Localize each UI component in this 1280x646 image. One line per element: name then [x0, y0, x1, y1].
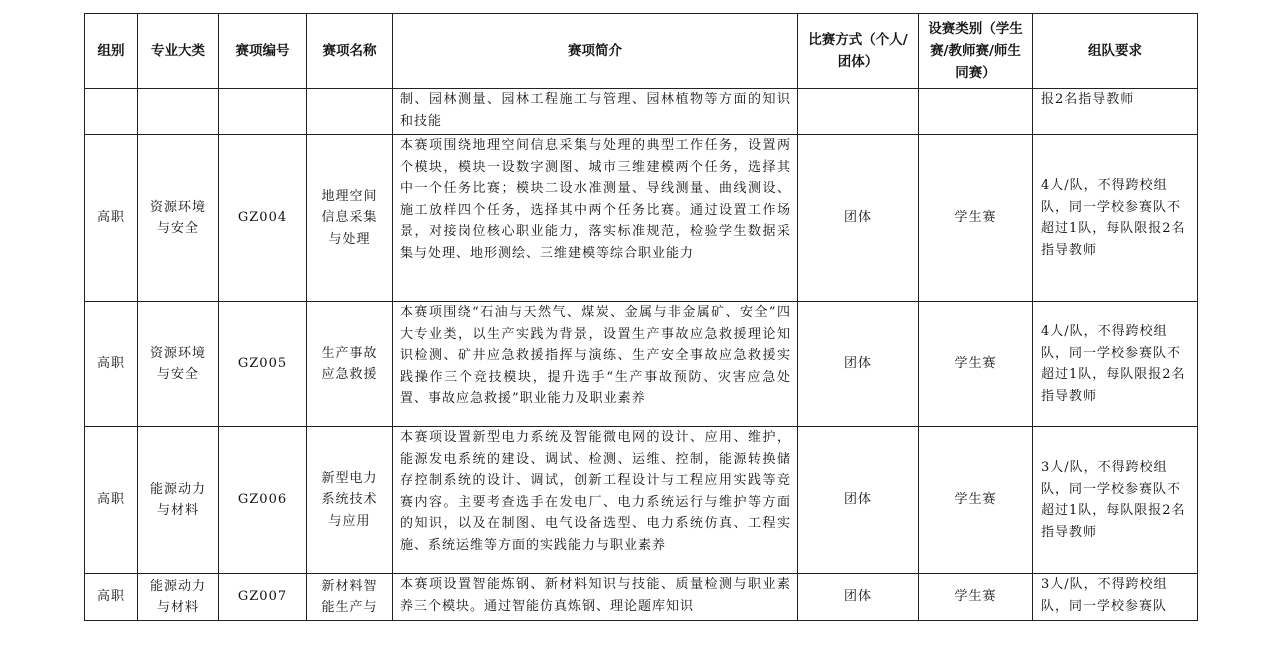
cell-team: 4人/队，不得跨校组队，同一学校参赛队不超过1队，每队限报2名指导教师: [1033, 302, 1198, 427]
cell-code: GZ005: [219, 302, 307, 427]
header-group: 组别: [85, 14, 138, 89]
cell-description: 本赛项设置智能炼钢、新材料知识与技能、质量检测与职业素养三个模块。通过智能仿真炼钢、理论题库知识: [393, 574, 798, 621]
cell-mode: 团体: [798, 135, 919, 302]
cell-type: 学生赛: [919, 135, 1033, 302]
cell-code: [219, 89, 307, 135]
cell-team: 3人/队，不得跨校组队，同一学校参赛队: [1033, 574, 1198, 621]
cell-type: 学生赛: [919, 574, 1033, 621]
header-type: 设赛类别（学生赛/教师赛/师生同赛）: [919, 14, 1033, 89]
table-row: [85, 302, 1198, 427]
cell-group: 高职: [85, 302, 138, 427]
table-row: [85, 89, 1198, 135]
cell-name: 新型电力系统技术与应用: [307, 427, 393, 574]
cell-mode: [798, 89, 919, 135]
cell-code: GZ007: [219, 574, 307, 621]
cell-description: 本赛项围绕“石油与天然气、煤炭、金属与非金属矿、安全”四大专业类，以生产实践为背景，设置生产事故应急救援理论知识检测、矿井应急救援指挥与演练、生产安全事故应急救援实践操作三个竞技模块，提升选手“生产事故预防、灾害应急处置、事故应急救援”职业能力及职业素养: [393, 302, 798, 427]
cell-description: 本赛项围绕地理空间信息采集与处理的典型工作任务，设置两个模块，模块一设数字测图、城市三维建模两个任务，选择其中一个任务比赛；模块二设水准测量、导线测量、曲线测设、施工放样四个任务，选择其中两个任务比赛。通过设置工作场景，对接岗位核心职业能力，落实标准规范，检验学生数据采集与处理、地形测绘、三维建模等综合职业能力: [393, 135, 798, 302]
header-description: 赛项简介: [393, 14, 798, 89]
cell-category: 能源动力与材料: [138, 574, 219, 621]
cell-type: 学生赛: [919, 302, 1033, 427]
header-category: 专业大类: [138, 14, 219, 89]
cell-group: 高职: [85, 427, 138, 574]
cell-mode: 团体: [798, 427, 919, 574]
table-row: [85, 427, 1198, 574]
competition-table: [84, 13, 1198, 621]
cell-name: 生产事故应急救援: [307, 302, 393, 427]
cell-type: 学生赛: [919, 427, 1033, 574]
table-row: [85, 574, 1198, 621]
cell-group: 高职: [85, 135, 138, 302]
cell-category: 资源环境与安全: [138, 302, 219, 427]
cell-team: 4人/队，不得跨校组队，同一学校参赛队不超过1队，每队限报2名指导教师: [1033, 135, 1198, 302]
cell-code: GZ006: [219, 427, 307, 574]
cell-team: 3人/队，不得跨校组队，同一学校参赛队不超过1队，每队限报2名指导教师: [1033, 427, 1198, 574]
cell-description: 制、园林测量、园林工程施工与管理、园林植物等方面的知识和技能: [393, 89, 798, 135]
header-code: 赛项编号: [219, 14, 307, 89]
cell-group: 高职: [85, 574, 138, 621]
cell-type: [919, 89, 1033, 135]
table-row: [85, 135, 1198, 302]
cell-group: [85, 89, 138, 135]
cell-name: [307, 89, 393, 135]
cell-category: 能源动力与材料: [138, 427, 219, 574]
cell-team: 报2名指导教师: [1033, 89, 1198, 135]
header-row: [85, 14, 1198, 89]
cell-mode: 团体: [798, 302, 919, 427]
header-name: 赛项名称: [307, 14, 393, 89]
cell-code: GZ004: [219, 135, 307, 302]
cell-category: 资源环境与安全: [138, 135, 219, 302]
cell-name: 地理空间信息采集与处理: [307, 135, 393, 302]
cell-category: [138, 89, 219, 135]
cell-mode: 团体: [798, 574, 919, 621]
cell-name: 新材料智能生产与: [307, 574, 393, 621]
cell-description: 本赛项设置新型电力系统及智能微电网的设计、应用、维护，能源发电系统的建设、调试、检测、运维、控制，能源转换储存控制系统的设计、调试，创新工程设计与工程应用实践等竞赛内容。主要考查选手在发电厂、电力系统运行与维护等方面的知识，以及在制图、电气设备选型、电力系统仿真、工程实施、系统运维等方面的实践能力与职业素养: [393, 427, 798, 574]
header-team: 组队要求: [1033, 14, 1198, 89]
header-mode: 比赛方式（个人/团体）: [798, 14, 919, 89]
